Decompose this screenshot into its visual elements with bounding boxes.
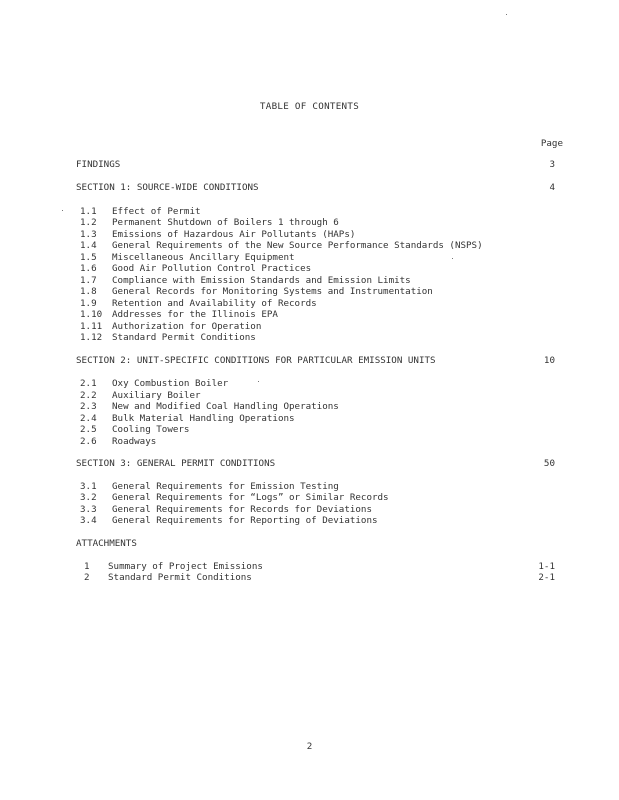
- toc-item-number: 1.9: [80, 298, 97, 309]
- toc-item-number: 1.6: [80, 263, 97, 274]
- toc-item-page: 1-1: [538, 561, 555, 572]
- toc-item-number: 1.2: [80, 217, 97, 228]
- toc-section-page: 50: [543, 458, 555, 469]
- toc-item-number: 1.12: [80, 332, 103, 343]
- toc-item-text: Compliance with Emission Standards and Emission Limits: [112, 275, 411, 286]
- toc-item-text: Retention and Availability of Records: [112, 298, 317, 309]
- toc-item-number: 1.7: [80, 275, 97, 286]
- toc-item: [80, 436, 555, 448]
- toc-item-number: 1.1: [80, 206, 97, 217]
- toc-item-text: Roadways: [112, 436, 157, 447]
- toc-item-text: Miscellaneous Ancillary Equipment: [112, 252, 295, 263]
- toc-item: [80, 515, 555, 527]
- toc-item: [80, 240, 555, 252]
- toc-item: [80, 378, 555, 390]
- toc-item-number: 1.8: [80, 286, 97, 297]
- toc-item: [80, 217, 555, 229]
- toc-item-text: Auxiliary Boiler: [112, 390, 201, 401]
- toc-attachments: [76, 538, 555, 550]
- toc-item-number: 2.1: [80, 378, 97, 389]
- toc-item: [80, 332, 555, 344]
- toc-entry-findings: [76, 159, 555, 171]
- scan-speck: [452, 258, 453, 259]
- toc-section-label: SECTION 1: SOURCE-WIDE CONDITIONS: [76, 182, 259, 193]
- toc-item: [80, 309, 555, 321]
- toc-item: [80, 286, 555, 298]
- toc-item: [80, 401, 555, 413]
- toc-item-text: Standard Permit Conditions: [112, 332, 256, 343]
- toc-item-text: General Requirements for Reporting of Deviations: [112, 515, 378, 526]
- toc-section-page: 4: [549, 182, 555, 193]
- toc-item-text: Bulk Material Handling Operations: [112, 413, 295, 424]
- toc-item-page: 2-1: [538, 572, 555, 583]
- page-column-header: Page: [540, 138, 563, 149]
- toc-item-number: 1.10: [80, 309, 103, 320]
- toc-item-number: 2.4: [80, 413, 97, 424]
- toc-item: [80, 492, 555, 504]
- toc-item-number: 2: [84, 572, 90, 583]
- toc-item-text: Addresses for the Illinois EPA: [112, 309, 278, 320]
- page-title: TABLE OF CONTENTS: [259, 101, 360, 112]
- toc-item-text: Oxy Combustion Boiler: [112, 378, 229, 389]
- toc-section-label: SECTION 2: UNIT-SPECIFIC CONDITIONS FOR PARTICULAR EMISSION UNITS: [76, 355, 436, 366]
- toc-item-number: 1.4: [80, 240, 97, 251]
- page-number: 2: [306, 741, 313, 752]
- toc-item-text: General Records for Monitoring Systems and Instrumentation: [112, 286, 433, 297]
- toc-item-text: General Requirements for Emission Testing: [112, 481, 339, 492]
- toc-entry-page: 3: [549, 159, 555, 170]
- toc-item-number: 1.11: [80, 321, 103, 332]
- toc-item-text: Good Air Pollution Control Practices: [112, 263, 312, 274]
- toc-item-number: 3.4: [80, 515, 97, 526]
- toc-section-label: SECTION 3: GENERAL PERMIT CONDITIONS: [76, 458, 276, 469]
- toc-section-2: [76, 355, 555, 367]
- toc-entry-label: FINDINGS: [76, 159, 121, 170]
- toc-item-text: New and Modified Coal Handling Operations: [112, 401, 339, 412]
- toc-item-text: Authorization for Operation: [112, 321, 262, 332]
- toc-item-text: Effect of Permit: [112, 206, 201, 217]
- toc-section-1: [76, 182, 555, 194]
- toc-item-number: 3.2: [80, 492, 97, 503]
- toc-item-text: Standard Permit Conditions: [108, 572, 252, 583]
- toc-item-number: 2.2: [80, 390, 97, 401]
- toc-item-text: General Requirements for “Logs” or Similar Records: [112, 492, 389, 503]
- toc-attachments-label: ATTACHMENTS: [76, 538, 137, 549]
- toc-section-page: 10: [543, 355, 555, 366]
- toc-item-number: 3.1: [80, 481, 97, 492]
- toc-item-text: Summary of Project Emissions: [108, 561, 263, 572]
- scan-speck: [62, 210, 63, 211]
- toc-item: [80, 263, 555, 275]
- toc-item-number: 2.5: [80, 424, 97, 435]
- toc-section-3: [76, 458, 555, 470]
- toc-item: [80, 424, 555, 436]
- toc-item-number: 2.6: [80, 436, 97, 447]
- scan-speck: [506, 14, 507, 15]
- scan-speck: [258, 381, 259, 382]
- toc-item-number: 3.3: [80, 504, 97, 515]
- toc-attachment-item: [84, 572, 555, 584]
- toc-item-text: Permanent Shutdown of Boilers 1 through 6: [112, 217, 339, 228]
- toc-item-number: 1.5: [80, 252, 97, 263]
- toc-item-number: 1: [84, 561, 90, 572]
- toc-item-text: General Requirements for Records for Deviations: [112, 504, 372, 515]
- toc-item-text: Cooling Towers: [112, 424, 190, 435]
- toc-item-number: 2.3: [80, 401, 97, 412]
- toc-item-number: 1.3: [80, 229, 97, 240]
- toc-item-text: General Requirements of the New Source Performance Standards (NSPS): [112, 240, 483, 251]
- toc-item-text: Emissions of Hazardous Air Pollutants (HAPs): [112, 229, 356, 240]
